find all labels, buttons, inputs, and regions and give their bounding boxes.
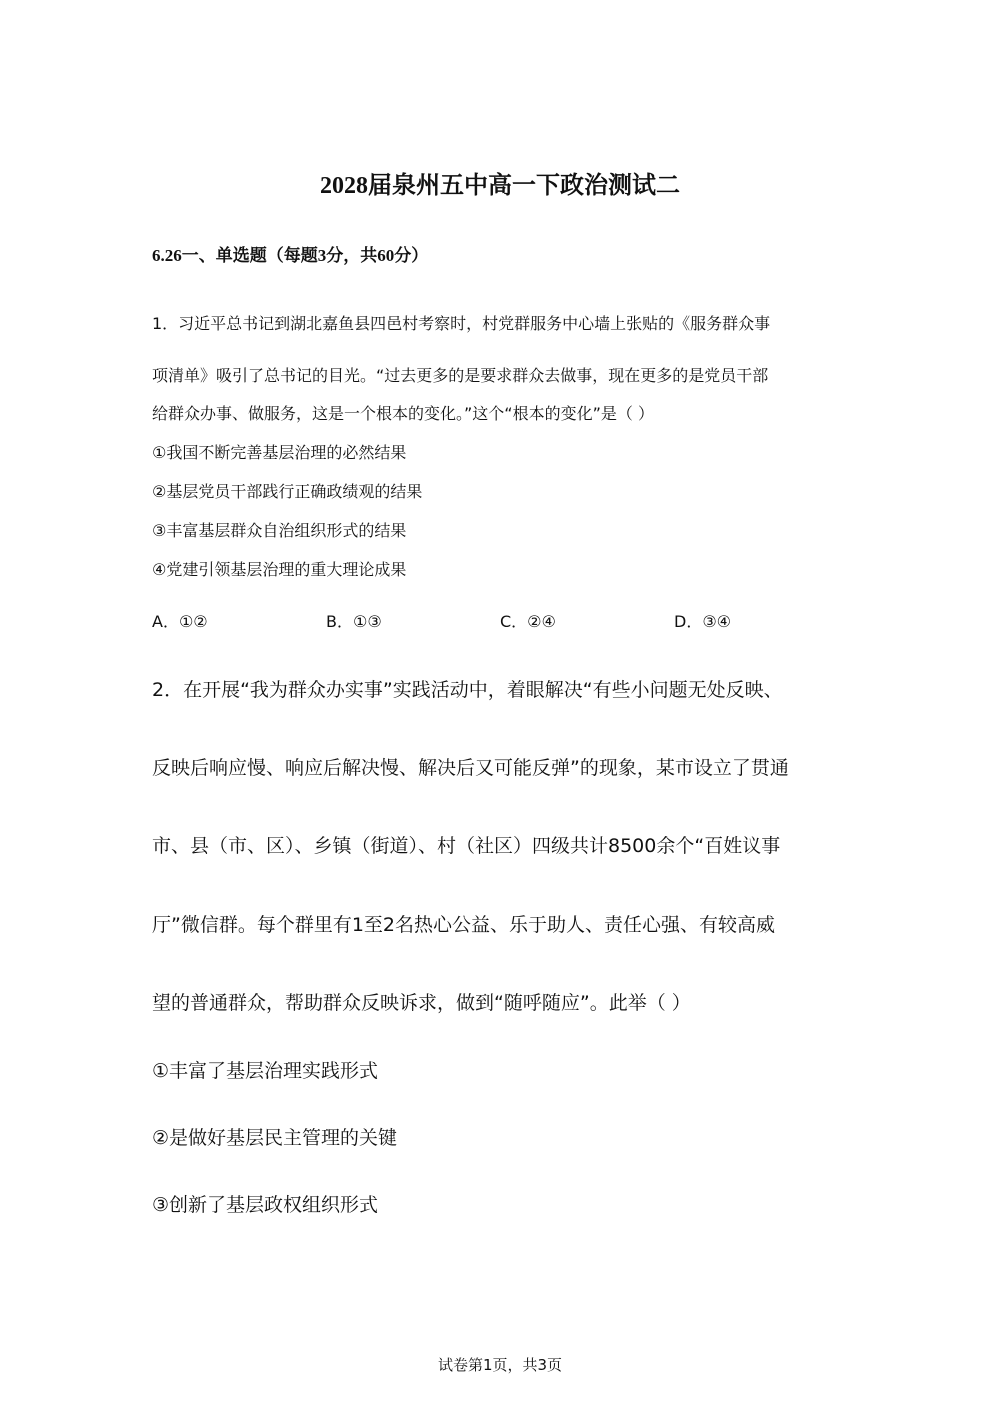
question-1-statement-3: ③丰富基层群众自治组织形式的结果 (152, 521, 407, 540)
question-1-statement-4: ④党建引领基层治理的重大理论成果 (152, 560, 407, 579)
question-1-line-3: 给群众办事、做服务，这是一个根本的变化。”这个“根本的变化”是（ ） (152, 404, 654, 423)
question-2-statement-1: ①丰富了基层治理实践形式 (152, 1060, 379, 1082)
question-2-statement-2: ②是做好基层民主管理的关键 (152, 1127, 398, 1149)
question-1-line-1: 1．习近平总书记到湖北嘉鱼县四邑村考察时，村党群服务中心墙上张贴的《服务群众事 (152, 314, 771, 333)
section-heading: 6.26一、单选题（每题3分，共60分） (152, 246, 429, 265)
question-2-line-1: 2．在开展“我为群众办实事”实践活动中，着眼解决“有些小问题无处反映、 (152, 679, 783, 701)
question-1-option-a: A．①② (152, 612, 208, 631)
question-1-statement-2: ②基层党员干部践行正确政绩观的结果 (152, 482, 423, 501)
question-1-option-b: B．①③ (326, 612, 382, 631)
question-2-line-2: 反映后响应慢、响应后解决慢、解决后又可能反弹”的现象，某市设立了贯通 (152, 757, 789, 779)
question-1-line-2: 项清单》吸引了总书记的目光。“过去更多的是要求群众去做事，现在更多的是党员干部 (152, 366, 769, 385)
document-title: 2028届泉州五中高一下政治测试二 (320, 173, 680, 199)
page-footer: 试卷第1页，共3页 (437, 1356, 563, 1374)
question-1-option-d: D．③④ (674, 612, 732, 631)
question-2-line-4: 厅”微信群。每个群里有1至2名热心公益、乐于助人、责任心强、有较高威 (152, 914, 776, 936)
question-2-line-5: 望的普通群众，帮助群众反映诉求，做到“随呼随应”。此举（ ） (152, 992, 691, 1014)
question-1-statement-1: ①我国不断完善基层治理的必然结果 (152, 443, 407, 462)
question-2-line-3: 市、县（市、区）、乡镇（街道）、村（社区）四级共计8500余个“百姓议事 (152, 835, 781, 857)
question-1-option-c: C．②④ (500, 612, 556, 631)
question-2-statement-3: ③创新了基层政权组织形式 (152, 1194, 379, 1216)
